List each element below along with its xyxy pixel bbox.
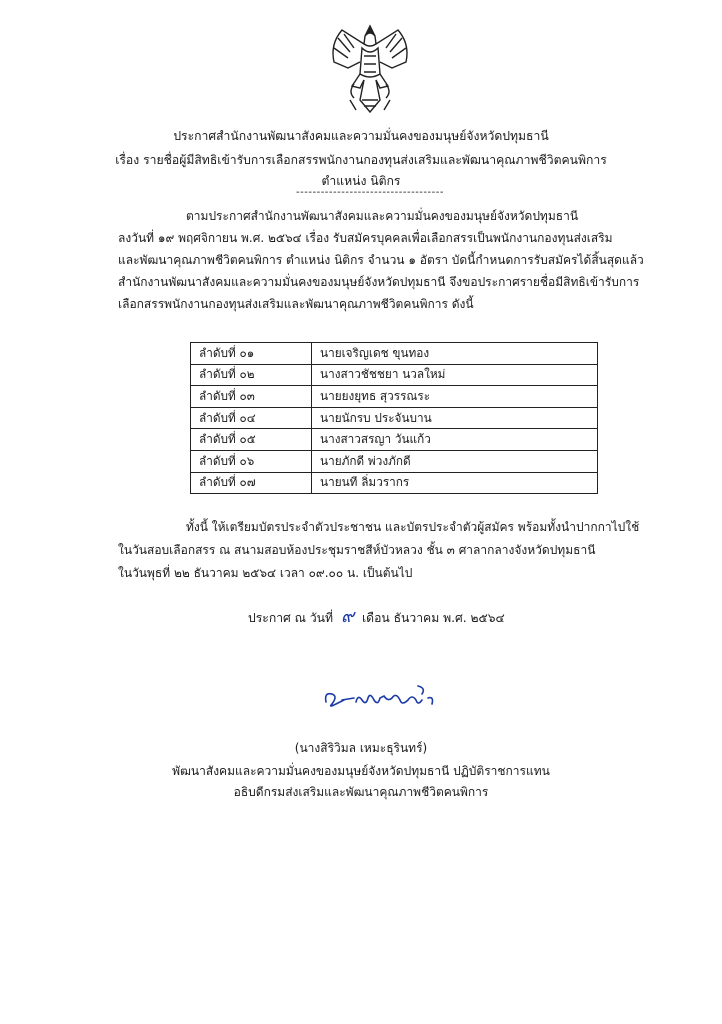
position-title: ตำแหน่ง นิติกร bbox=[321, 174, 401, 188]
signatory-position-1: พัฒนาสังคมและความมั่นคงของมนุษย์จังหวัดปทุมธานี ปฏิบัติราชการแทน bbox=[172, 764, 550, 778]
announcement-title: ประกาศสำนักงานพัฒนาสังคมและความมั่นคงของมนุษย์จังหวัดปทุมธานี bbox=[173, 129, 549, 143]
candidate-rank: ลำดับที่ ๐๗ bbox=[191, 472, 312, 494]
table-row bbox=[191, 364, 598, 386]
closing-line-1: ทั้งนี้ ให้เตรียมบัตรประจำตัวประชาชน และบัตรประจำตัวผู้สมัคร พร้อมทั้งนำปากกาไปใช้ bbox=[186, 520, 640, 534]
candidate-name: นายภักดี พ่วงภักดี bbox=[312, 450, 598, 472]
candidate-rank: ลำดับที่ ๐๕ bbox=[191, 429, 312, 451]
intro-line-5: เลือกสรรพนักงานกองทุนส่งเสริมและพัฒนาคุณภาพชีวิตคนพิการ ดังนี้ bbox=[118, 297, 474, 311]
table-row bbox=[191, 429, 598, 451]
announce-date-suffix: เดือน ธันวาคม พ.ศ. ๒๕๖๔ bbox=[362, 611, 505, 625]
candidate-rank: ลำดับที่ ๐๑ bbox=[191, 343, 312, 365]
closing-line-3: ในวันพุธที่ ๒๒ ธันวาคม ๒๕๖๔ เวลา ๐๙.๐๐ น. เป็นต้นไป bbox=[118, 566, 413, 580]
candidate-rank: ลำดับที่ ๐๒ bbox=[191, 364, 312, 386]
intro-line-1: ตามประกาศสำนักงานพัฒนาสังคมและความมั่นคงของมนุษย์จังหวัดปทุมธานี bbox=[186, 209, 579, 223]
candidate-rank: ลำดับที่ ๐๖ bbox=[191, 450, 312, 472]
candidate-name: นายยงยุทธ สุวรรณระ bbox=[312, 386, 598, 408]
candidate-name: นางสาวชัชชยา นวลใหม่ bbox=[312, 364, 598, 386]
table-row bbox=[191, 386, 598, 408]
closing-line-2: ในวันสอบเลือกสรร ณ สนามสอบห้องประชุมราชสีห์บัวหลวง ชั้น ๓ ศาลากลางจังหวัดปทุมธานี bbox=[118, 543, 596, 557]
candidate-rank: ลำดับที่ ๐๓ bbox=[191, 386, 312, 408]
candidate-name: นายนที ลิ่มวรากร bbox=[312, 472, 598, 494]
candidate-name: นายเจริญเดช ขุนทอง bbox=[312, 343, 598, 365]
candidate-name: นายนักรบ ประจันบาน bbox=[312, 407, 598, 429]
candidate-rank: ลำดับที่ ๐๔ bbox=[191, 407, 312, 429]
heading-divider: ------------------------------------ bbox=[296, 187, 444, 198]
intro-line-3: และพัฒนาคุณภาพชีวิตคนพิการ ตำแหน่ง นิติกร จำนวน ๑ อัตรา บัดนี้กำหนดการรับสมัครได้สิ้นสุดแล้ว bbox=[118, 253, 644, 267]
candidate-name: นางสาวสรญา วันแก้ว bbox=[312, 429, 598, 451]
intro-line-2: ลงวันที่ ๑๙ พฤศจิกายน พ.ศ. ๒๕๖๔ เรื่อง รับสมัครบุคคลเพื่อเลือกสรรเป็นพนักงานกองทุนส่งเสริม bbox=[118, 231, 613, 245]
intro-line-4: สำนักงานพัฒนาสังคมและความมั่นคงของมนุษย์จังหวัดปทุมธานี จึงขอประกาศรายชื่อมีสิทธิเข้ารับการ bbox=[118, 275, 640, 289]
signature-icon bbox=[322, 676, 438, 716]
signatory-name: (นางสิริวิมล เหมะธุรินทร์) bbox=[294, 741, 428, 755]
candidate-table bbox=[190, 342, 598, 494]
announcement-subject: เรื่อง รายชื่อผู้มีสิทธิเข้ารับการเลือกสรรพนักงานกองทุนส่งเสริมและพัฒนาคุณภาพชีวิตคนพิการ bbox=[115, 153, 607, 167]
table-row bbox=[191, 407, 598, 429]
announce-date-prefix: ประกาศ ณ วันที่ bbox=[248, 611, 334, 625]
garuda-emblem-icon bbox=[324, 22, 416, 118]
signatory-position-2: อธิบดีกรมส่งเสริมและพัฒนาคุณภาพชีวิตคนพิการ bbox=[233, 785, 489, 799]
table-row bbox=[191, 472, 598, 494]
table-row bbox=[191, 343, 598, 365]
announce-date bbox=[248, 601, 505, 630]
table-row bbox=[191, 450, 598, 472]
announce-date-day: ๙ bbox=[340, 606, 355, 627]
